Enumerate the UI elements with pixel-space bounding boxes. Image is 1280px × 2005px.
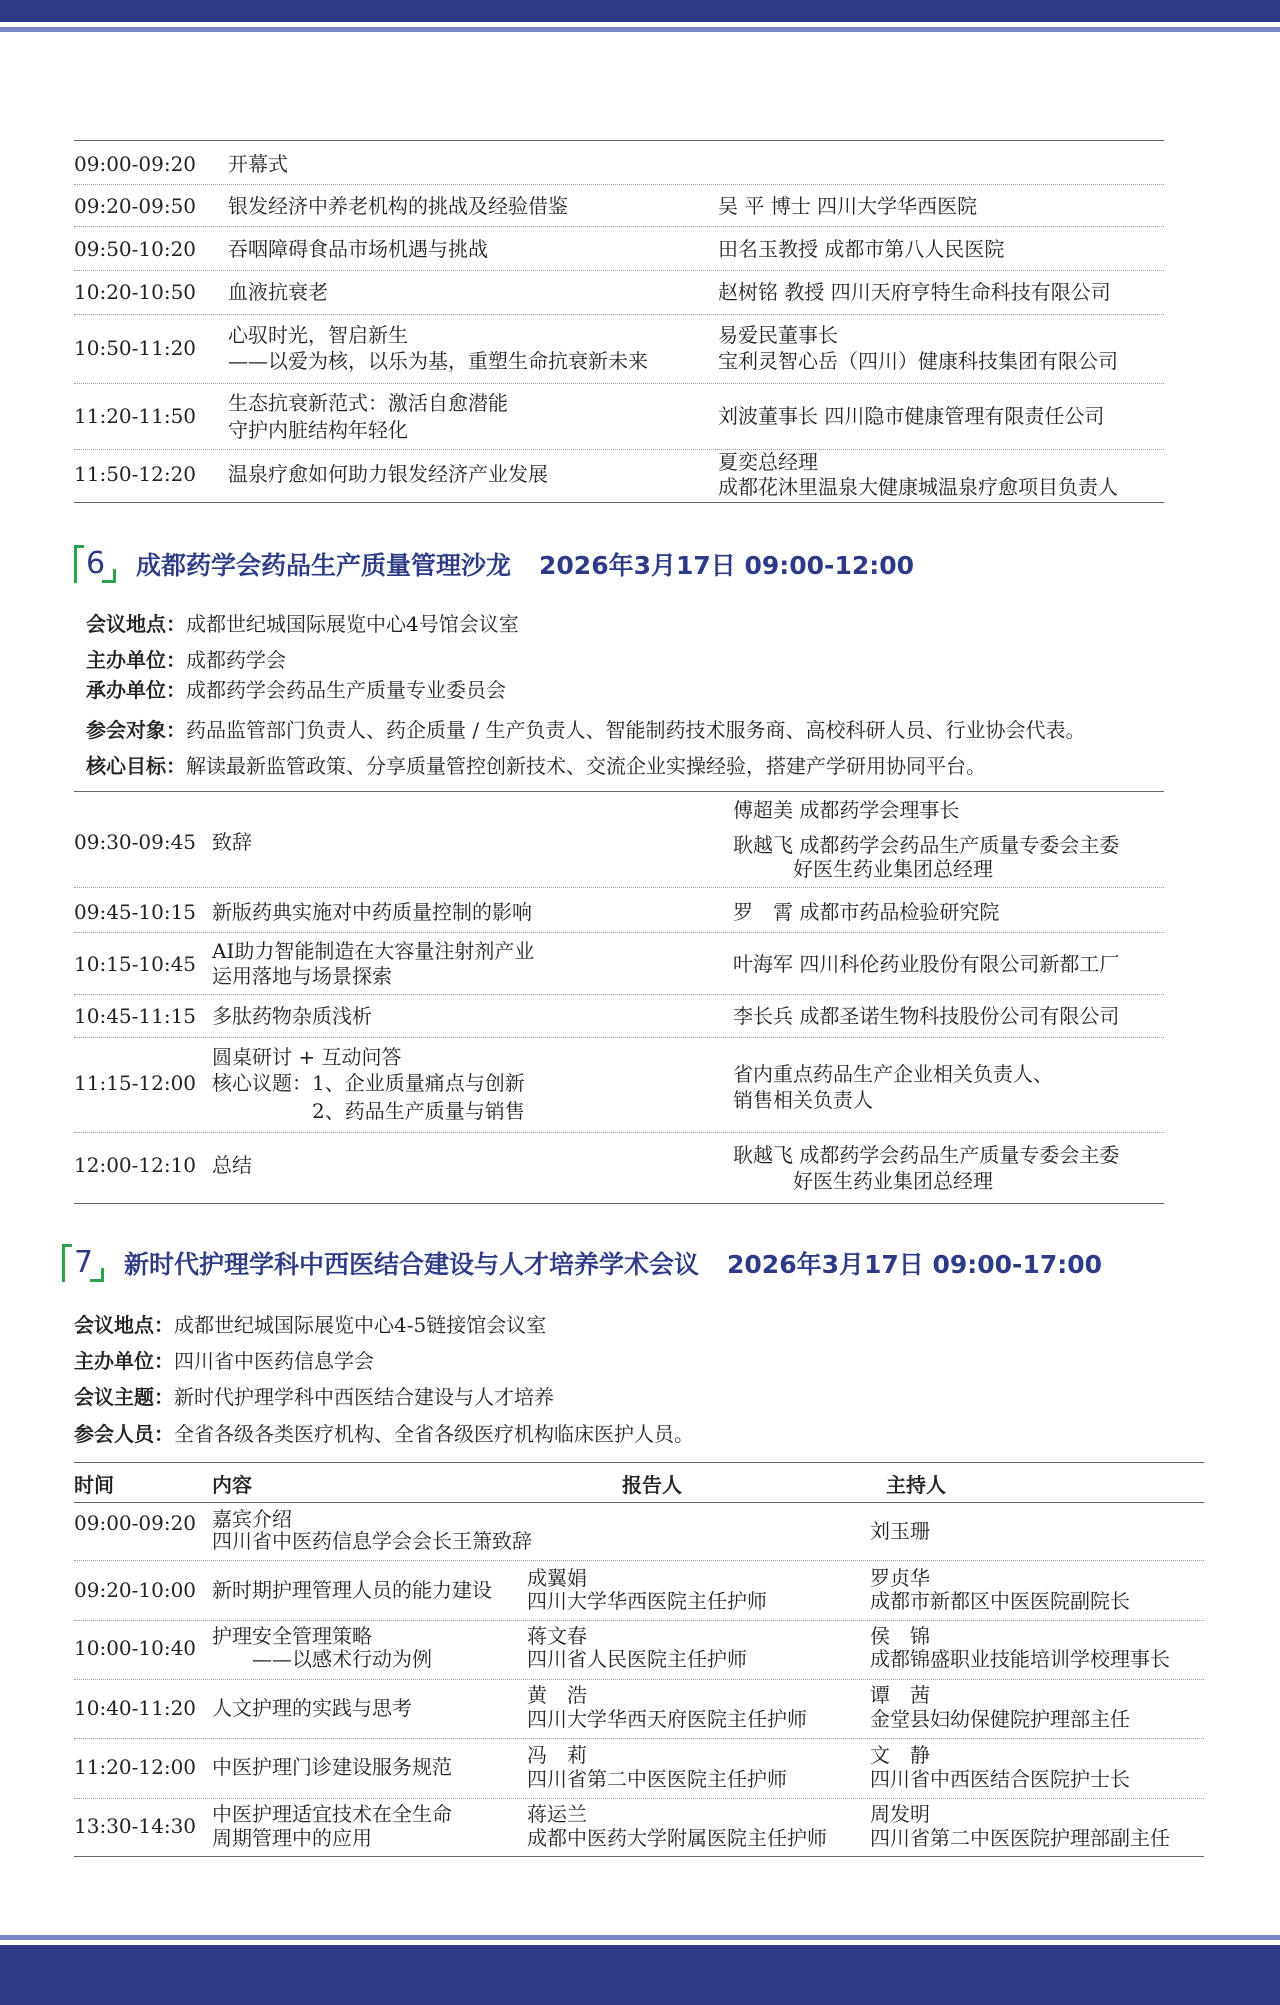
row-host: 四川省中西医结合医院护士长 [870,1767,1130,1791]
section-title: 新时代护理学科中西医结合建设与人才培养学术会议 [124,1250,700,1279]
row-content: 中医护理适宜技术在全生命 [212,1802,452,1826]
s6-top-rule [74,791,1164,792]
row-speaker: 省内重点药品生产企业相关负责人、 [733,1062,1053,1086]
row-speaker: 冯 莉 [527,1743,587,1767]
row-divider [74,1037,1164,1038]
row-time: 10:00-10:40 [74,1636,197,1660]
row-topic: 新版药典实施对中药质量控制的影响 [212,900,532,924]
row-speaker: 宝利灵智心岳（四川）健康科技集团有限公司 [718,349,1118,373]
row-topic: 守护内脏结构年轻化 [228,418,408,442]
row-divider [74,1679,1204,1680]
row-time: 11:50-12:20 [74,462,197,486]
row-topic: 核心议题：1、企业质量痛点与创新 [212,1071,525,1095]
row-speaker: 易爱民董事长 [718,323,838,347]
row-divider [74,887,1164,888]
info-value: 全省各级各类医疗机构、全省各级医疗机构临床医护人员。 [174,1422,694,1446]
section-title: 成都药学会药品生产质量管理沙龙 [136,551,512,580]
row-speaker: 好医生药业集团总经理 [733,1169,993,1193]
info-location [74,1313,546,1337]
row-topic: 开幕式 [228,152,288,176]
info-organizer [74,1349,374,1373]
row-topic: ——以爱为核，以乐为基，重塑生命抗衰新未来 [228,349,648,373]
row-content: 新时期护理管理人员的能力建设 [212,1578,492,1602]
top-band-line [0,27,1280,32]
info-value: 新时代护理学科中西医结合建设与人才培养 [174,1385,554,1409]
section-number: 6 [86,546,106,581]
row-host: 金堂县妇幼保健院护理部主任 [870,1707,1130,1731]
section-number: 7 [74,1245,94,1280]
row-time: 11:15-12:00 [74,1071,197,1095]
row-speaker: 黄 浩 [527,1683,587,1707]
col-header-content: 内容 [212,1473,252,1497]
row-time: 09:00-09:20 [74,152,197,176]
info-label: 参会人员： [74,1422,174,1446]
info-location [86,612,519,636]
info-label: 会议地点： [86,612,186,636]
row-host: 成都锦盛职业技能培训学校理事长 [870,1647,1170,1671]
info-goal [86,754,986,778]
row-topic: 心驭时光，智启新生 [228,323,408,347]
row-speaker: 傅超美 成都药学会理事长 [733,798,960,822]
info-value: 解读最新监管政策、分享质量管控创新技术、交流企业实操经验，搭建产学研用协同平台。 [186,754,986,778]
info-label: 会议主题： [74,1385,174,1409]
row-divider [74,1620,1204,1621]
row-divider [74,270,1164,271]
s7-header-rule [74,1502,1204,1503]
col-header-time: 时间 [74,1473,114,1497]
s6-bottom-rule [74,1203,1164,1204]
row-topic: 银发经济中养老机构的挑战及经验借鉴 [228,194,568,218]
row-topic: 吞咽障碍食品市场机遇与挑战 [228,237,488,261]
row-host: 谭 茜 [870,1683,930,1707]
info-label: 会议地点： [74,1313,174,1337]
row-host: 罗贞华 [870,1566,930,1590]
info-value: 药品监管部门负责人、药企质量 / 生产负责人、智能制药技术服务商、高校科研人员、行业协会代表。 [186,718,1086,742]
row-topic: 温泉疗愈如何助力银发经济产业发展 [228,462,548,486]
row-topic: AI助力智能制造在大容量注射剂产业 [212,939,535,963]
row-divider [74,226,1164,227]
row-speaker: 四川省第二中医医院主任护师 [527,1767,787,1791]
row-time: 11:20-12:00 [74,1755,197,1779]
row-time: 10:20-10:50 [74,280,197,304]
top-band [0,0,1280,22]
row-speaker: 夏奕总经理 [718,450,818,474]
row-content: 嘉宾介绍 [212,1507,292,1531]
row-topic: 2、药品生产质量与销售 [212,1099,525,1123]
row-divider [74,1798,1204,1799]
row-divider [74,184,1164,185]
row-time: 12:00-12:10 [74,1153,197,1177]
info-value: 成都世纪城国际展览中心4号馆会议室 [186,612,519,636]
row-topic: 致辞 [212,830,252,854]
info-value: 四川省中医药信息学会 [174,1349,374,1373]
section-date: 2026年3月17日 09:00-12:00 [539,551,915,580]
row-content: 四川省中医药信息学会会长王箫致辞 [212,1529,532,1553]
row-time: 09:30-09:45 [74,830,197,854]
row-topic: 圆桌研讨 + 互动问答 [212,1045,402,1069]
info-co-organizer [86,678,506,702]
row-speaker: 销售相关负责人 [733,1088,873,1112]
row-speaker: 成都中医药大学附属医院主任护师 [527,1826,827,1850]
row-time: 09:50-10:20 [74,237,197,261]
row-divider [74,1132,1164,1133]
row-time: 10:50-11:20 [74,336,197,360]
info-value: 成都世纪城国际展览中心4-5链接馆会议室 [174,1313,547,1337]
row-content: 人文护理的实践与思考 [212,1696,412,1720]
row-divider [74,994,1164,995]
row-time: 10:40-11:20 [74,1696,197,1720]
info-theme [74,1385,554,1409]
col-header-host: 主持人 [886,1473,946,1497]
info-label: 主办单位： [86,648,186,672]
row-speaker: 刘波董事长 四川隐市健康管理有限责任公司 [718,404,1105,428]
bottom-band [0,1945,1280,2005]
row-time: 11:20-11:50 [74,404,197,428]
row-time: 13:30-14:30 [74,1814,197,1838]
row-host: 侯 锦 [870,1624,930,1648]
row-topic: 多肽药物杂质浅析 [212,1004,372,1028]
info-label: 参会对象： [86,718,186,742]
row-time: 10:45-11:15 [74,1004,197,1028]
section-6-heading [74,545,914,583]
section-number-badge [74,545,124,583]
row-host: 文 静 [870,1743,930,1767]
row-content: 护理安全管理策略 [212,1624,372,1648]
row-speaker: 四川大学华西医院主任护师 [527,1589,767,1613]
row-divider [74,314,1164,315]
info-label: 核心目标： [86,754,186,778]
row-speaker: 蒋文春 [527,1624,587,1648]
row-time: 09:00-09:20 [74,1511,197,1535]
row-content: ——以感术行动为例 [212,1647,432,1671]
s5-top-rule [74,140,1164,141]
info-label: 主办单位： [74,1349,174,1373]
row-speaker: 好医生药业集团总经理 [733,857,993,881]
info-label: 承办单位： [86,678,186,702]
row-divider [74,1560,1204,1561]
row-content: 中医护理门诊建设服务规范 [212,1755,452,1779]
section-number-badge [62,1244,112,1282]
row-speaker: 耿越飞 成都药学会药品生产质量专委会主委 [733,1143,1120,1167]
row-speaker: 叶海军 四川科伦药业股份有限公司新都工厂 [733,952,1120,976]
row-speaker: 吴 平 博士 四川大学华西医院 [718,194,978,218]
row-divider [74,449,1164,450]
row-topic: 运用落地与场景探索 [212,964,392,988]
section-date: 2026年3月17日 09:00-17:00 [727,1250,1103,1279]
info-value: 成都药学会药品生产质量专业委员会 [186,678,506,702]
row-content: 周期管理中的应用 [212,1826,372,1850]
col-header-speaker: 报告人 [622,1473,682,1497]
row-time: 09:45-10:15 [74,900,197,924]
row-speaker: 成翼娟 [527,1566,587,1590]
row-divider [74,1738,1204,1739]
row-time: 10:15-10:45 [74,952,197,976]
row-host: 刘玉珊 [870,1519,930,1543]
row-host: 四川省第二中医医院护理部副主任 [870,1826,1170,1850]
row-speaker: 罗 霄 成都市药品检验研究院 [733,900,1000,924]
row-time: 09:20-10:00 [74,1578,197,1602]
info-value: 成都药学会 [186,648,286,672]
s5-bottom-rule [74,502,1164,503]
row-speaker: 田名玉教授 成都市第八人民医院 [718,237,1005,261]
row-speaker: 蒋运兰 [527,1802,587,1826]
row-host: 周发明 [870,1802,930,1826]
row-host: 成都市新都区中医医院副院长 [870,1589,1130,1613]
s7-top-rule [74,1462,1204,1463]
info-participants [74,1422,694,1446]
row-speaker: 李长兵 成都圣诺生物科技股份公司有限公司 [733,1004,1120,1028]
row-topic: 总结 [212,1153,252,1177]
info-organizer [86,648,286,672]
row-speaker: 成都花沐里温泉大健康城温泉疗愈项目负责人 [718,475,1118,499]
row-speaker: 赵树铭 教授 四川天府亨特生命科技有限公司 [718,280,1111,304]
row-time: 09:20-09:50 [74,194,197,218]
row-speaker: 四川大学华西天府医院主任护师 [527,1707,807,1731]
row-speaker: 四川省人民医院主任护师 [527,1647,747,1671]
section-7-heading [62,1244,1102,1282]
row-topic: 生态抗衰新范式：激活自愈潜能 [228,391,508,415]
row-topic: 血液抗衰老 [228,280,328,304]
row-divider [74,932,1164,933]
s7-bottom-rule [74,1856,1204,1857]
bottom-band-line [0,1935,1280,1940]
row-divider [74,383,1164,384]
info-audience [86,718,1085,742]
row-speaker: 耿越飞 成都药学会药品生产质量专委会主委 [733,833,1120,857]
